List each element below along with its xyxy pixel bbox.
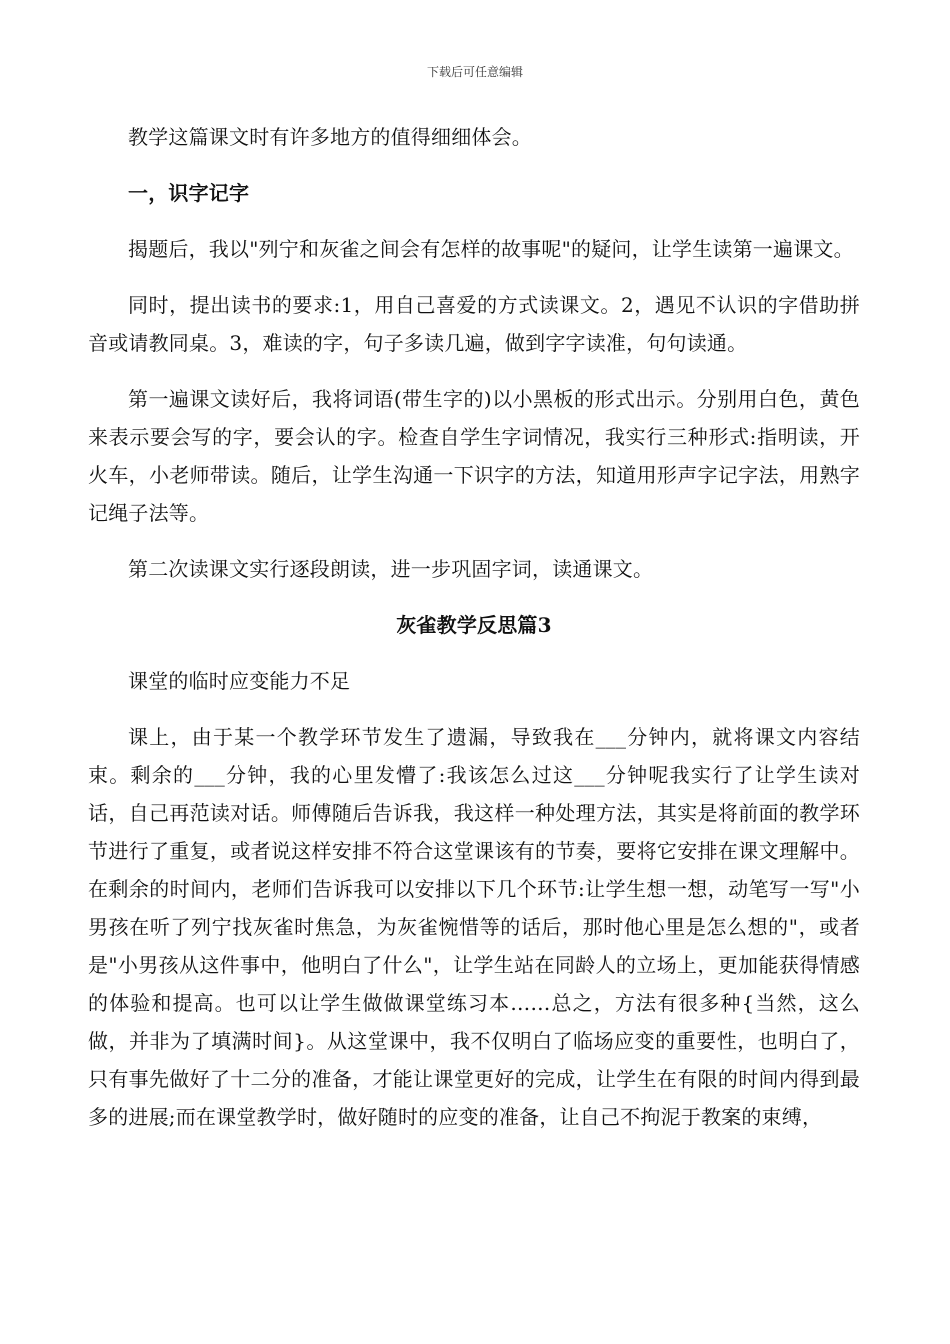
subheading-paragraph: 课堂的临时应变能力不足 xyxy=(128,669,351,693)
page-header: 下载后可任意编辑 xyxy=(426,65,523,79)
body-paragraph: 第一遍课文读好后，我将词语(带生字的)以小黑板的形式出示。分别用白色，黄色来表示要会写的字，要会认的字。检查自学生字词情况，我实行三种形式:指明读，开火车，小老师带读。随后，让学生沟通一下识字的方法，知道用形声字记字法，用熟字记绳子法等。 xyxy=(88,387,860,525)
body-paragraph: 同时，提出读书的要求:1，用自己喜爱的方式读课文。2，遇见不认识的字借助拼音或请教同桌。3，难读的字，句子多读几遍，做到字字读准，句句读通。 xyxy=(88,293,860,355)
body-paragraph: 课上，由于某一个教学环节发生了遗漏，导致我在___分钟内，就将课文内容结束。剩余的___分钟，我的心里发懵了:我该怎么过这___分钟呢我实行了让学生读对话，自己再范读对话。师傅随后告诉我，我这样一种处理方法，其实是将前面的教学环节进行了重复，或者说这样安排不符合这堂课该有的节奏，要将它安排在课文理解中。在剩余的时间内，老师们告诉我可以安排以下几个环节:让学生想一想，动笔写一写"小男孩在听了列宁找灰雀时焦急，为灰雀惋惜等的话后，那时他心里是怎么想的"，或者是"小男孩从这件事中，他明白了什么"，让学生站在同龄人的立场上，更加能获得情感的体验和提高。也可以让学生做做课堂练习本……总之，方法有很多种{当然，这么做，并非为了填满时间}。从这堂课中，我不仅明白了临场应变的重要性，也明白了，只有事先做好了十二分的准备，才能让课堂更好的完成，让学生在有限的时间内得到最多的进展;而在课堂教学时，做好随时的应变的准备，让自己不拘泥于教案的束缚， xyxy=(88,725,860,1129)
body-paragraph: 揭题后，我以"列宁和灰雀之间会有怎样的故事呢"的疑问，让学生读第一遍课文。 xyxy=(128,237,854,261)
article-title: 灰雀教学反思篇3 xyxy=(396,613,552,637)
body-paragraph: 第二次读课文实行逐段朗读，进一步巩固字词，读通课文。 xyxy=(128,557,654,581)
section-heading: 一，识字记字 xyxy=(128,181,250,205)
intro-paragraph: 教学这篇课文时有许多地方的值得细细体会。 xyxy=(128,125,532,149)
document-body xyxy=(88,118,860,1136)
